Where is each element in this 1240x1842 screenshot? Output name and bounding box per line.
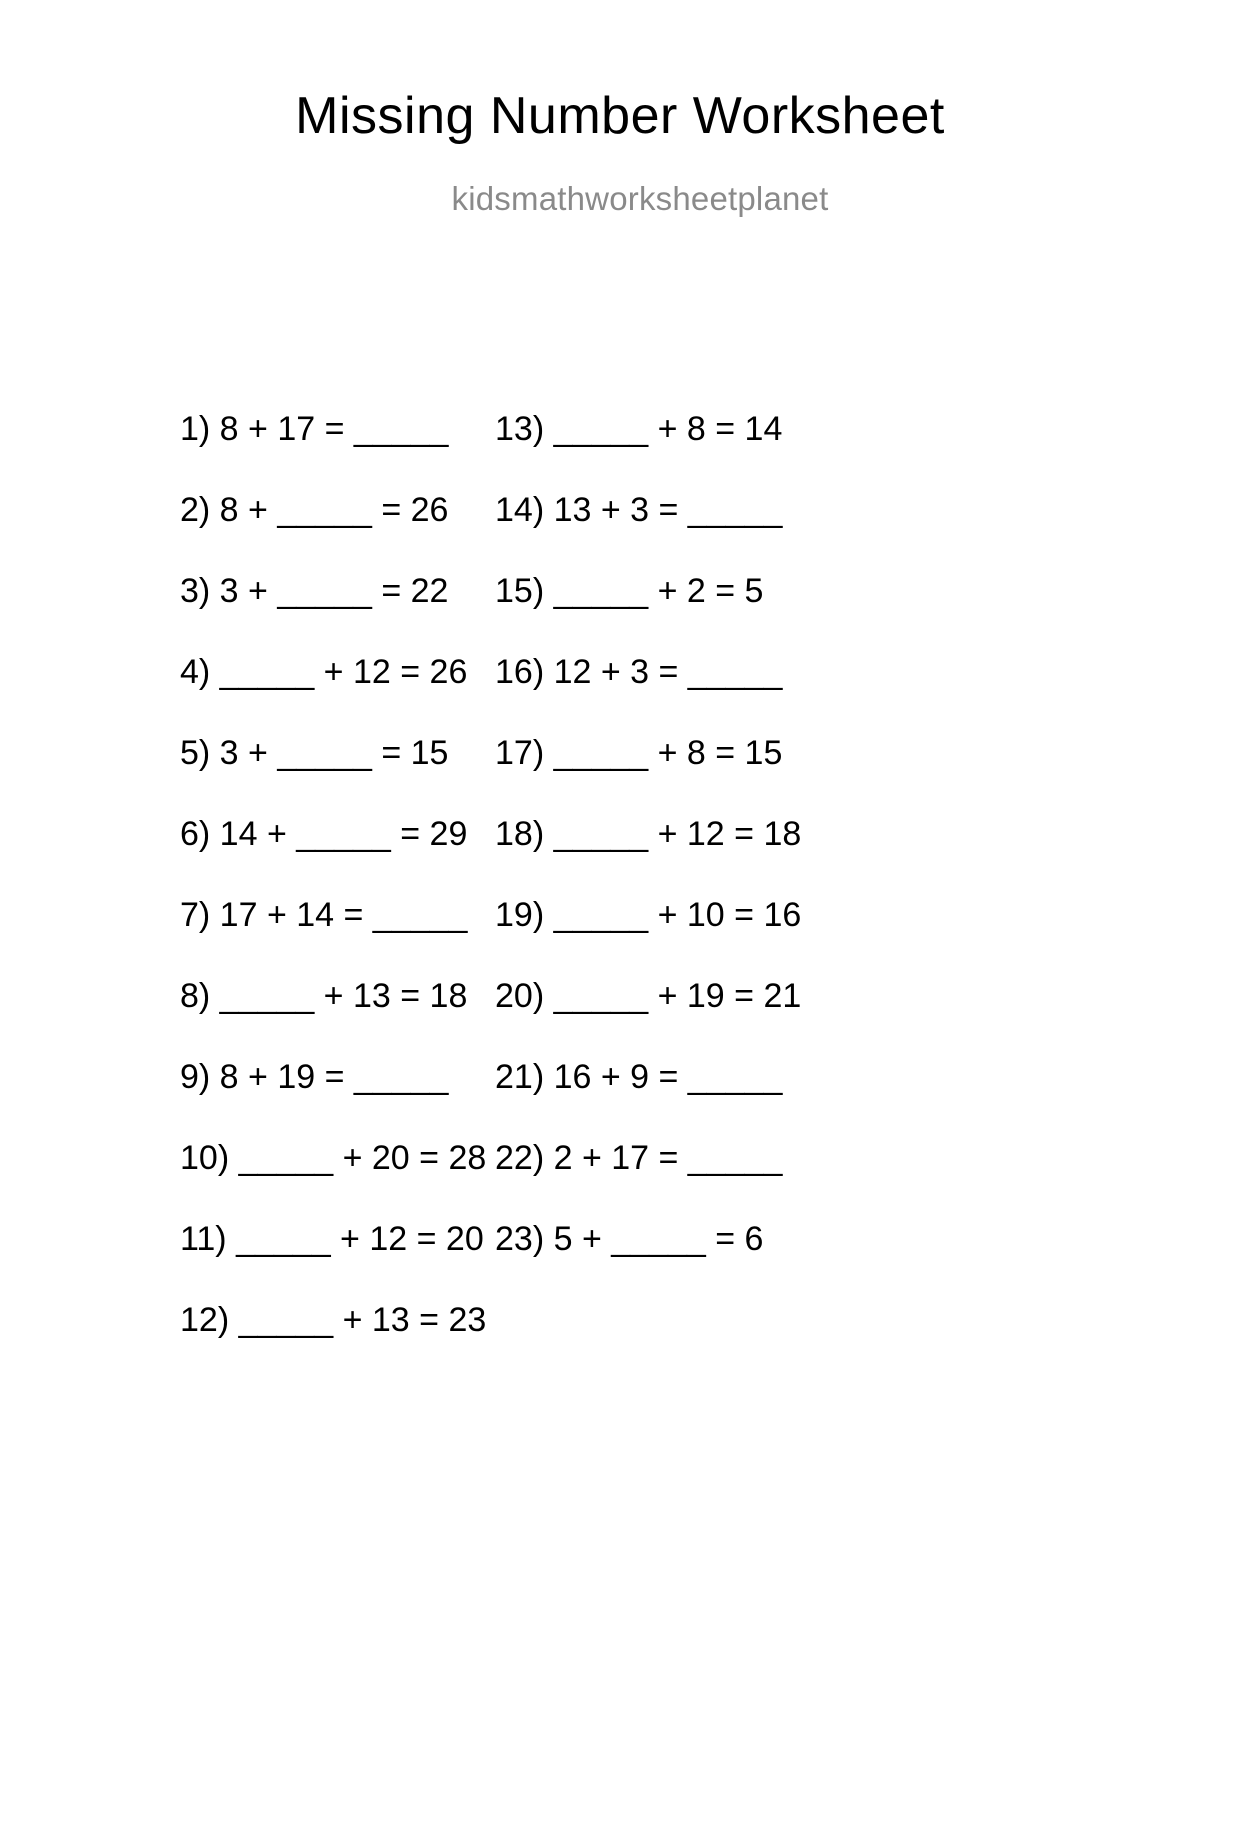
problem-item: 14) 13 + 3 = _____ <box>495 490 783 529</box>
problem-item: 7) 17 + 14 = _____ <box>180 895 468 934</box>
problem-item: 20) _____ + 19 = 21 <box>495 976 802 1015</box>
problems-left-column <box>0 388 487 1360</box>
problem-item: 13) _____ + 8 = 14 <box>495 409 783 448</box>
worksheet-page <box>0 88 1240 1842</box>
problem-item: 22) 2 + 17 = _____ <box>495 1138 783 1177</box>
page-subtitle: kidsmathworksheetplanet <box>451 180 829 218</box>
problem-item: 19) _____ + 10 = 16 <box>495 895 802 934</box>
problem-item: 1) 8 + 17 = _____ <box>180 409 449 448</box>
problem-item: 11) _____ + 12 = 20 <box>180 1219 484 1258</box>
problem-item: 9) 8 + 19 = _____ <box>180 1057 449 1096</box>
problem-item: 12) _____ + 13 = 23 <box>180 1300 487 1339</box>
problem-item: 3) 3 + _____ = 22 <box>180 571 449 610</box>
problem-item: 18) _____ + 12 = 18 <box>495 814 802 853</box>
problem-item: 15) _____ + 2 = 5 <box>495 571 764 610</box>
problem-item: 21) 16 + 9 = _____ <box>495 1057 783 1096</box>
problem-item: 5) 3 + _____ = 15 <box>180 733 449 772</box>
problems-container <box>0 388 1240 1360</box>
problems-right-column <box>450 388 1010 1360</box>
problem-item: 23) 5 + _____ = 6 <box>495 1219 764 1258</box>
problem-item: 4) _____ + 12 = 26 <box>180 652 468 691</box>
problem-item: 6) 14 + _____ = 29 <box>180 814 468 853</box>
page-title: Missing Number Worksheet <box>295 87 945 145</box>
problem-item: 17) _____ + 8 = 15 <box>495 733 783 772</box>
problem-item: 10) _____ + 20 = 28 <box>180 1138 487 1177</box>
problem-item: 2) 8 + _____ = 26 <box>180 490 449 529</box>
problem-item: 8) _____ + 13 = 18 <box>180 976 468 1015</box>
problem-item: 16) 12 + 3 = _____ <box>495 652 783 691</box>
